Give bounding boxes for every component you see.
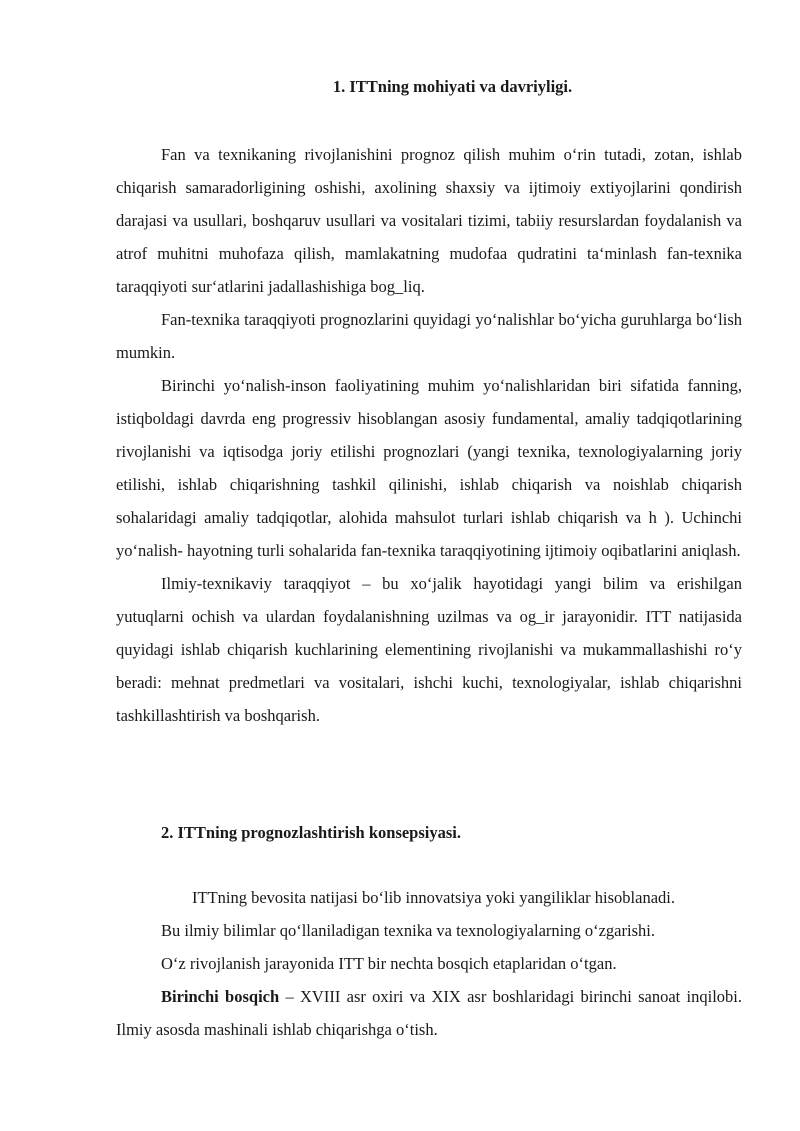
paragraph-stage-1 xyxy=(116,980,742,1046)
paragraph: Ilmiy-texnikaviy taraqqiyot – bu xoʻjalik hayotidagi yangi bilim va erishilgan yutuqlarni ochish va ulardan foydalanishning uzilmas va og_ir jarayonidir. ITT natijasida quyidagi ishlab chiqarish kuchlarining elementining rivojlanishi va mukammallashishi roʻy beradi: mehnat predmetlari va vositalari, ishchi kuchi, texnologiyalar, ishlab chiqarishni tashkillashtirish va boshqarish. xyxy=(116,574,742,725)
paragraph: Bu ilmiy bilimlar qoʻllaniladigan texnika va texnologiyalarning oʻzgarishi. xyxy=(161,921,655,940)
section-1-body xyxy=(116,138,742,732)
paragraph: Fan-texnika taraqqiyoti prognozlarini quyidagi yoʻnalishlar boʻyicha guruhlarga boʻlish mumkin. xyxy=(116,310,742,362)
stage-1-label: Birinchi bosqich xyxy=(161,987,280,1006)
paragraph: ITTning bevosita natijasi boʻlib innovatsiya yoki yangiliklar hisoblanadi. xyxy=(192,888,675,907)
stage-1-text: – XVIII asr oxiri va XIX asr boshlaridagi birinchi sanoat inqilobi. Ilmiy asosda mashinali ishlab chiqarishga oʻtish. xyxy=(116,987,743,1039)
section-2-body xyxy=(116,881,742,1046)
section-1-title: 1. ITTning mohiyati va davriyligi. xyxy=(332,77,573,96)
paragraph: Oʻz rivojlanish jarayonida ITT bir nechta bosqich etaplaridan oʻtgan. xyxy=(161,954,617,973)
section-2-title: 2. ITTning prognozlashtirish konsepsiyasi. xyxy=(161,823,461,842)
paragraph: Fan va texnikaning rivojlanishini prognoz qilish muhim oʻrin tutadi, zotan, ishlab chiqarish samaradorligining oshishi, axolining shaxsiy va ijtimoiy extiyojlarini qondirish darajasi va usullari, boshqaruv usullari va vositalari tizimi, tabiiy resurslardan foydalanish va atrof muhitni muhofaza qilish, mamlakatning mudofaa qudratini taʻminlash fan-texnika taraqqiyoti surʻatlarini jadallashishiga bog_liq. xyxy=(116,145,742,296)
paragraph: Birinchi yoʻnalish-inson faoliyatining muhim yoʻnalishlaridan biri sifatida fanning, istiqboldagi davrda eng progressiv hisoblangan asosiy fundamental, amaliy tadqiqotlarining rivojlanishi va iqtisodga joriy etilishi prognozlari (yangi texnika, texnologiyalarning joriy etilishi, ishlab chiqarishning tashkil qilinishi, ishlab chiqarish va noishlab chiqarish sohalaridagi amaliy tadqiqotlar, alohida mahsulot turlari ishlab chiqarish va h ). Uchinchi yoʻnalish- hayotning turli sohalarida fan-texnika taraqqiyotining ijtimoiy oqibatlarini aniqlash. xyxy=(116,376,742,560)
